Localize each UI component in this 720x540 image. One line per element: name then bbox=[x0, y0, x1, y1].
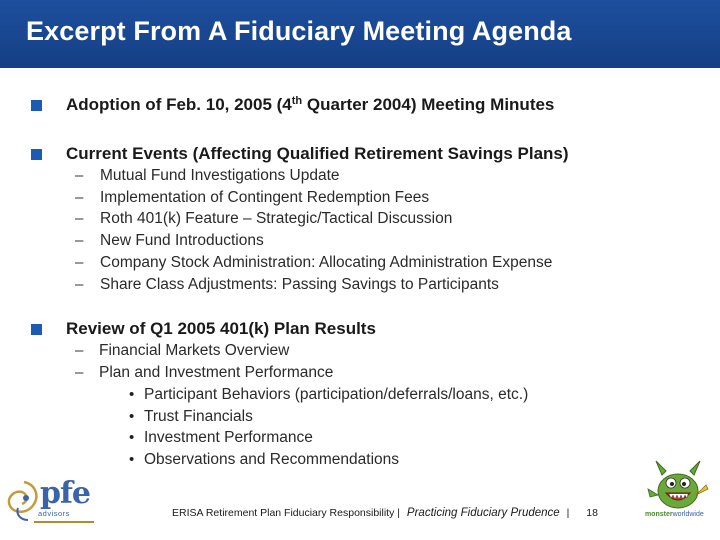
sub-sub-item-investment: Investment Performance bbox=[144, 429, 313, 446]
sub-item-mutual-fund: Mutual Fund Investigations Update bbox=[100, 167, 340, 184]
sub-item-plan-performance: Plan and Investment Performance bbox=[99, 364, 334, 381]
footer-separator: | bbox=[566, 507, 570, 519]
slide-title: Excerpt From A Fiduciary Meeting Agenda bbox=[26, 16, 572, 46]
dash-bullet-icon: – bbox=[75, 254, 84, 271]
dot-bullet-icon: • bbox=[129, 408, 135, 425]
title-bar bbox=[0, 0, 720, 68]
sub-sub-item-observations: Observations and Recommendations bbox=[144, 451, 400, 468]
footer-left-text: ERISA Retirement Plan Fiduciary Responsibility | bbox=[172, 507, 400, 519]
square-bullet-icon bbox=[31, 100, 42, 111]
agenda-item-minutes-text-a: Adoption of Feb. 10, 2005 (4 bbox=[66, 95, 292, 114]
sub-item-financial-markets: Financial Markets Overview bbox=[99, 342, 290, 359]
agenda-item-minutes bbox=[66, 95, 554, 115]
sub-sub-item-participant: Participant Behaviors (participation/deferrals/loans, etc.) bbox=[144, 386, 529, 403]
dash-bullet-icon: – bbox=[75, 342, 84, 359]
pfe-logo-word: pfe bbox=[40, 476, 90, 511]
agenda-item-minutes-text-b: Quarter 2004) Meeting Minutes bbox=[302, 95, 555, 114]
sub-item-new-funds: New Fund Introductions bbox=[100, 232, 264, 249]
monster-worldwide-logo bbox=[645, 511, 704, 518]
monster-mascot-icon bbox=[640, 455, 715, 510]
pfe-logo-rule bbox=[34, 521, 94, 523]
dash-bullet-icon: – bbox=[75, 232, 84, 249]
slide-footer bbox=[172, 507, 598, 519]
sub-item-company-stock: Company Stock Administration: Allocating Administration Expense bbox=[100, 254, 553, 271]
agenda-item-q1-review: Review of Q1 2005 401(k) Plan Results bbox=[66, 319, 376, 338]
agenda-item-minutes-sup: th bbox=[291, 95, 303, 107]
dash-bullet-icon: – bbox=[75, 189, 84, 206]
monster-logo-part2: worldwide bbox=[672, 511, 704, 518]
dash-bullet-icon: – bbox=[75, 276, 84, 293]
square-bullet-icon bbox=[31, 324, 42, 335]
sub-item-share-class: Share Class Adjustments: Passing Savings to Participants bbox=[100, 276, 499, 293]
pfe-advisors-logo bbox=[4, 476, 96, 528]
dot-bullet-icon: • bbox=[129, 429, 135, 446]
dash-bullet-icon: – bbox=[75, 364, 84, 381]
sub-sub-item-trust: Trust Financials bbox=[144, 408, 253, 425]
page-number: 18 bbox=[586, 507, 598, 519]
sub-item-roth: Roth 401(k) Feature – Strategic/Tactical Discussion bbox=[100, 210, 453, 227]
sub-item-redemption-fees: Implementation of Contingent Redemption Fees bbox=[100, 189, 430, 206]
square-bullet-icon bbox=[31, 149, 42, 160]
dot-bullet-icon: • bbox=[129, 386, 135, 403]
monster-logo-part1: monster bbox=[645, 511, 673, 518]
agenda-item-current-events: Current Events (Affecting Qualified Retirement Savings Plans) bbox=[66, 144, 569, 163]
footer-tagline: Practicing Fiduciary Prudence bbox=[406, 507, 560, 519]
dot-bullet-icon: • bbox=[129, 451, 135, 468]
dash-bullet-icon: – bbox=[75, 167, 84, 184]
dash-bullet-icon: – bbox=[75, 210, 84, 227]
pfe-logo-sub: advisors bbox=[38, 509, 70, 518]
